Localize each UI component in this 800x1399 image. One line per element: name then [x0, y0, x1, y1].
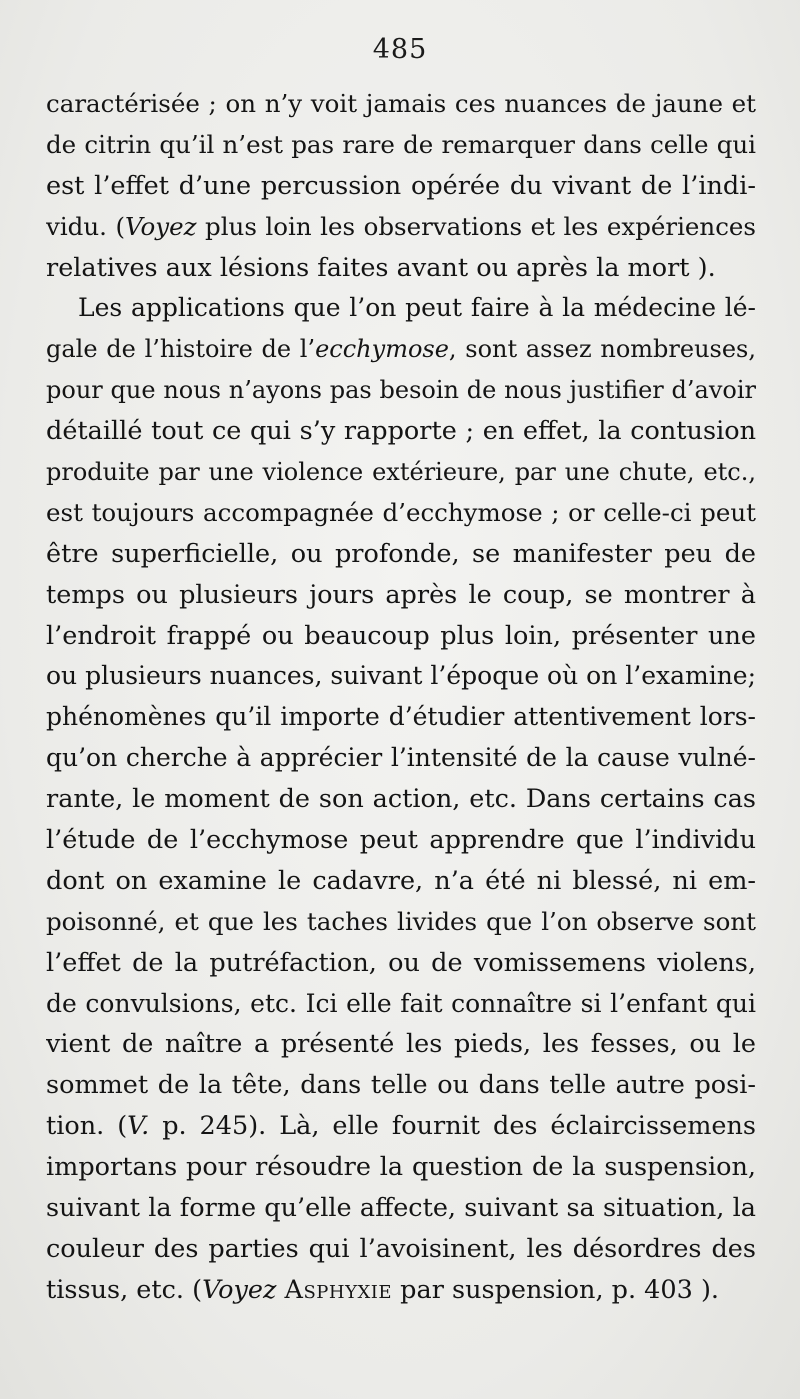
- text-line: [46, 861, 756, 902]
- text-segment: de convulsions, etc. Ici elle fait connaître si l’enfant qui: [46, 988, 756, 1018]
- text-segment: dont on examine le cadavre, n’a été ni blessé, ni em-: [46, 865, 756, 896]
- italic-text-segment: ecchymose: [315, 335, 449, 364]
- text-segment: de citrin qu’il n’est pas rare de remarquer dans celle qui: [46, 129, 756, 159]
- text-line: [46, 166, 756, 207]
- text-segment: tissus, etc. (: [46, 1274, 203, 1305]
- text-segment: p. 245). Là, elle fournit des éclaircissemens: [149, 1111, 756, 1142]
- text-segment: qu’on cherche à apprécier l’intensité de la cause vulné-: [46, 743, 756, 773]
- text-line: [46, 1147, 756, 1188]
- text-segment: couleur des parties qui l’avoisinent, les désordres des: [46, 1233, 756, 1264]
- text-segment: produite par une violence extérieure, par une chute, etc.,: [46, 458, 756, 487]
- text-segment: par suspension, p. 403 ).: [392, 1274, 720, 1305]
- text-line: [46, 575, 756, 616]
- text-line: [46, 125, 756, 166]
- text-segment: poisonné, et que les taches livides que l’on observe sont: [46, 906, 756, 936]
- text-segment: pour que nous n’ayons pas besoin de nous justifier d’avoir: [46, 376, 756, 405]
- text-line: [46, 616, 756, 657]
- text-line: [46, 452, 756, 493]
- text-segment: l’étude de l’ecchymose peut apprendre que l’individu: [46, 825, 756, 856]
- text-line: [46, 1188, 756, 1229]
- text-line: [46, 329, 756, 370]
- text-segment: tion. (: [46, 1111, 128, 1142]
- text-line: [46, 738, 756, 779]
- text-line: [46, 248, 756, 289]
- text-segment: temps ou plusieurs jours après le coup, se montrer à: [46, 579, 756, 610]
- body-text: [46, 84, 756, 1311]
- text-segment: sommet de la tête, dans telle ou dans telle autre posi-: [46, 1070, 756, 1101]
- text-segment: importans pour résoudre la question de la suspension,: [46, 1152, 756, 1183]
- italic-text-segment: Voyez: [125, 211, 197, 241]
- text-segment: gale de l’histoire de l’: [46, 335, 316, 364]
- text-line: [46, 697, 756, 738]
- text-segment: phénomènes qu’il importe d’étudier attentivement lors-: [46, 702, 756, 732]
- italic-text-segment: V.: [127, 1111, 150, 1142]
- text-line: [46, 370, 756, 411]
- text-line: [46, 411, 756, 452]
- text-segment: caractérisée ; on n’y voit jamais ces nuances de jaune et: [46, 89, 756, 118]
- text-line: [46, 534, 756, 575]
- text-segment: relatives aux lésions faites avant ou après la mort ).: [46, 252, 716, 283]
- text-segment: détaillé tout ce qui s’y rapporte ; en effet, la contusion: [46, 416, 756, 447]
- text-line: [46, 84, 756, 125]
- text-segment: [276, 1275, 284, 1305]
- text-line: [46, 1106, 756, 1147]
- smallcaps-text-segment: Asphyxie: [284, 1274, 393, 1305]
- text-segment: vient de naître a présenté les pieds, les fesses, ou le: [46, 1029, 756, 1060]
- text-segment: plus loin les observations et les expériences: [196, 211, 756, 241]
- text-segment: être superficielle, ou profonde, se manifester peu de: [46, 538, 756, 569]
- text-line: [46, 656, 756, 697]
- text-segment: suivant la forme qu’elle affecte, suivant sa situation, la: [46, 1193, 756, 1224]
- text-line: [46, 984, 756, 1025]
- text-segment: ou plusieurs nuances, suivant l’époque où on l’examine;: [46, 661, 756, 691]
- text-line: [46, 288, 756, 329]
- text-segment: rante, le moment de son action, etc. Dans certains cas: [46, 784, 756, 815]
- italic-text-segment: Voyez: [202, 1274, 277, 1305]
- text-segment: , sont assez nombreuses,: [448, 335, 756, 364]
- text-segment: Les applications que l’on peut faire à la médecine lé-: [78, 293, 756, 323]
- text-line: [46, 493, 756, 534]
- text-line: [46, 820, 756, 861]
- text-segment: l’effet de la putréfaction, ou de vomissemens violens,: [46, 947, 756, 978]
- text-line: [46, 902, 756, 943]
- text-segment: est toujours accompagnée d’ecchymose ; or celle-ci peut: [46, 497, 756, 527]
- text-line: [46, 779, 756, 820]
- text-segment: est l’effet d’une percussion opérée du vivant de l’indi-: [46, 170, 756, 201]
- text-line: [46, 943, 756, 984]
- text-line: [46, 1229, 756, 1270]
- text-line: [46, 1065, 756, 1106]
- text-segment: vidu. (: [46, 211, 126, 241]
- text-line: [46, 1270, 756, 1311]
- page-number: 485: [372, 34, 428, 65]
- text-segment: l’endroit frappé ou beaucoup plus loin, présenter une: [46, 620, 756, 651]
- text-line: [46, 1024, 756, 1065]
- text-line: [46, 207, 756, 248]
